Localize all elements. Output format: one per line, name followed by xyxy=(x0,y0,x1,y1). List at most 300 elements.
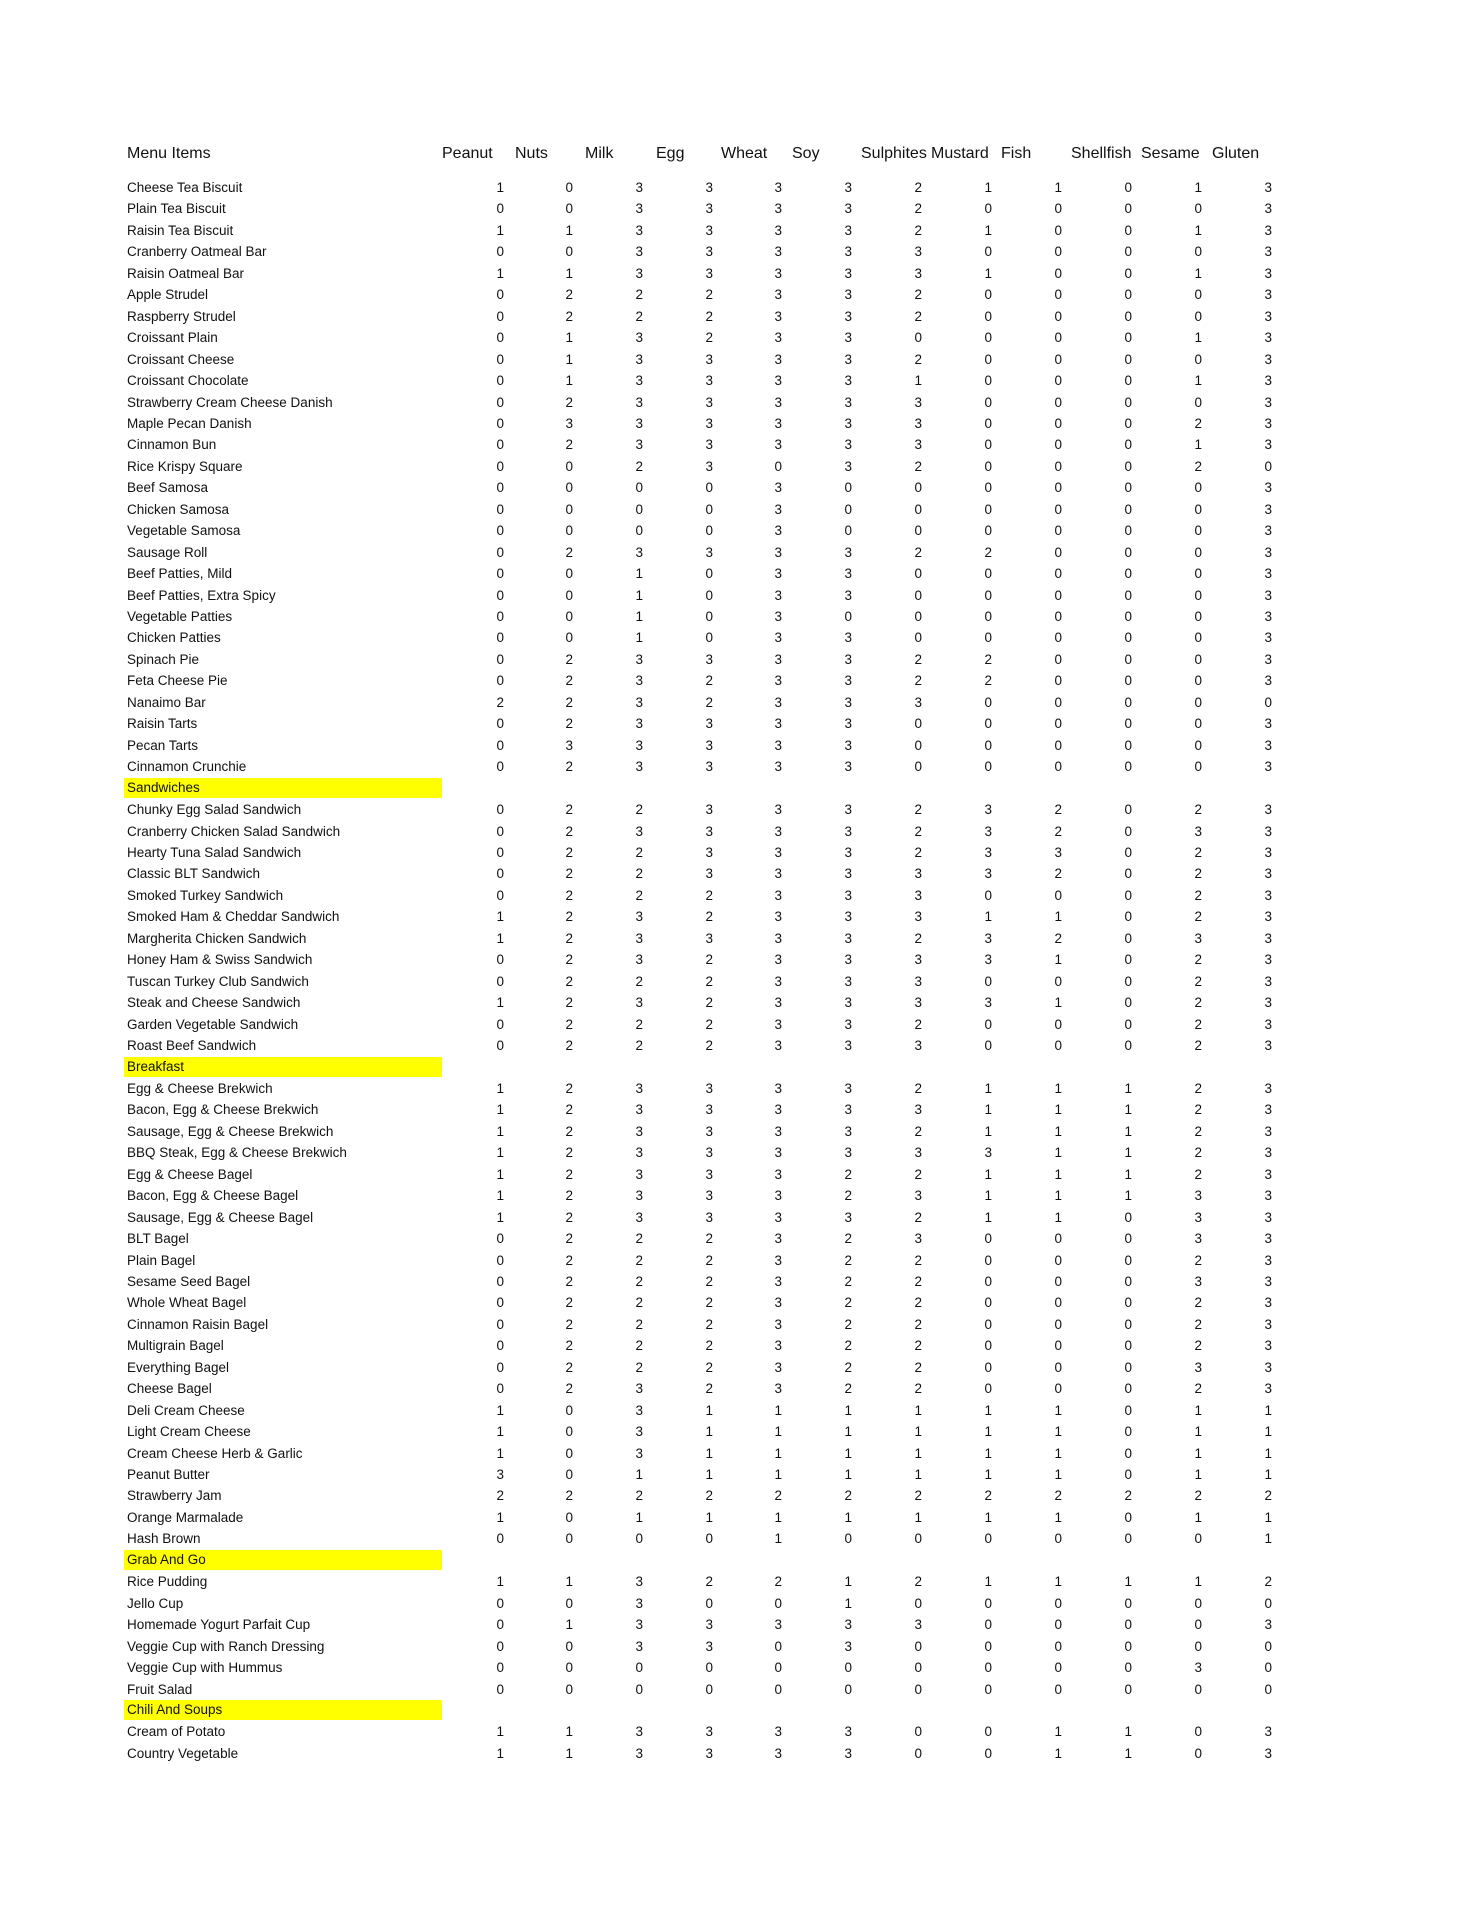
allergen-value: 0 xyxy=(1124,1038,1132,1053)
allergen-value: 1 xyxy=(1194,1424,1202,1440)
allergen-value: 1 xyxy=(1194,180,1202,195)
table-row xyxy=(0,1014,1484,1036)
allergen-value: 1 xyxy=(774,1445,782,1461)
allergen-value: 1 xyxy=(1054,180,1062,195)
allergen-value: 3 xyxy=(705,1188,713,1204)
allergen-value: 1 xyxy=(496,1509,504,1525)
allergen-value: 2 xyxy=(1194,1252,1202,1268)
allergen-value: 1 xyxy=(635,609,643,624)
table-row xyxy=(0,1528,1484,1550)
allergen-value: 0 xyxy=(844,609,852,624)
allergen-value: 3 xyxy=(774,587,782,603)
allergen-value: 1 xyxy=(496,1102,504,1118)
allergen-value: 0 xyxy=(1124,973,1132,989)
allergen-value: 2 xyxy=(565,394,573,410)
allergen-value: 3 xyxy=(635,201,643,217)
allergen-value: 3 xyxy=(1194,1660,1202,1676)
table-row xyxy=(0,971,1484,993)
allergen-value: 0 xyxy=(496,351,504,367)
allergen-value: 0 xyxy=(496,1338,504,1354)
allergen-value: 2 xyxy=(635,458,643,474)
menu-item-name: Cheese Bagel xyxy=(127,1381,212,1397)
allergen-value: 1 xyxy=(1054,995,1062,1011)
section-header xyxy=(124,778,442,798)
allergen-value: 2 xyxy=(565,1295,573,1311)
allergen-value: 0 xyxy=(984,1617,992,1633)
allergen-value: 0 xyxy=(635,1531,643,1547)
allergen-value: 3 xyxy=(1264,823,1272,839)
allergen-value: 0 xyxy=(496,1273,504,1289)
allergen-value: 2 xyxy=(844,1252,852,1268)
table-row xyxy=(0,1357,1484,1379)
allergen-value: 3 xyxy=(844,1016,852,1032)
allergen-value: 3 xyxy=(635,180,643,195)
allergen-value: 3 xyxy=(844,265,852,281)
allergen-value: 3 xyxy=(705,1638,713,1654)
allergen-value: 3 xyxy=(844,1209,852,1225)
allergen-value: 3 xyxy=(774,1209,782,1225)
allergen-value: 0 xyxy=(1194,609,1202,624)
allergen-value: 3 xyxy=(1264,437,1272,453)
column-header-menu-items: Menu Items xyxy=(127,145,211,162)
menu-item-name: Croissant Cheese xyxy=(127,351,235,367)
allergen-value: 3 xyxy=(635,759,643,775)
menu-item-name: BLT Bagel xyxy=(127,1231,189,1247)
allergen-value: 0 xyxy=(1194,1531,1202,1547)
allergen-value: 3 xyxy=(1264,1016,1272,1032)
allergen-value: 2 xyxy=(1194,1123,1202,1139)
table-row xyxy=(0,1207,1484,1229)
section-header xyxy=(124,1057,442,1077)
allergen-value: 1 xyxy=(565,265,573,281)
allergen-value: 0 xyxy=(1194,523,1202,539)
allergen-value: 3 xyxy=(635,952,643,968)
allergen-value: 3 xyxy=(635,544,643,560)
allergen-value: 1 xyxy=(1264,1402,1272,1418)
allergen-value: 1 xyxy=(1054,1188,1062,1204)
allergen-value: 0 xyxy=(1124,415,1132,431)
allergen-value: 3 xyxy=(844,544,852,560)
allergen-value: 0 xyxy=(1124,909,1132,925)
allergen-value: 1 xyxy=(635,1509,643,1525)
allergen-value: 1 xyxy=(1054,1145,1062,1161)
menu-item-name: Raspberry Strudel xyxy=(127,308,236,324)
allergen-value: 1 xyxy=(635,566,643,582)
allergen-value: 2 xyxy=(1054,802,1062,818)
allergen-value: 2 xyxy=(565,1338,573,1354)
allergen-value: 2 xyxy=(914,1574,922,1590)
allergen-value: 3 xyxy=(1264,287,1272,303)
allergen-value: 3 xyxy=(774,952,782,968)
allergen-value: 3 xyxy=(844,1617,852,1633)
allergen-value: 3 xyxy=(635,394,643,410)
allergen-value: 0 xyxy=(984,587,992,603)
allergen-value: 3 xyxy=(635,1209,643,1225)
section-header xyxy=(124,1700,442,1720)
allergen-value: 0 xyxy=(705,1595,713,1611)
allergen-value: 3 xyxy=(844,351,852,367)
allergen-value: 3 xyxy=(774,1038,782,1053)
allergen-value: 3 xyxy=(635,1595,643,1611)
allergen-value: 2 xyxy=(1194,1381,1202,1397)
allergen-value: 0 xyxy=(1124,394,1132,410)
table-row xyxy=(0,1228,1484,1250)
allergen-value: 3 xyxy=(774,415,782,431)
allergen-value: 0 xyxy=(1264,458,1272,474)
allergen-value: 0 xyxy=(635,480,643,496)
allergen-value: 3 xyxy=(844,759,852,775)
allergen-value: 0 xyxy=(984,1273,992,1289)
allergen-value: 0 xyxy=(1124,887,1132,903)
allergen-value: 2 xyxy=(565,544,573,560)
allergen-value: 2 xyxy=(914,651,922,667)
allergen-value: 0 xyxy=(914,1638,922,1654)
allergen-value: 2 xyxy=(565,651,573,667)
menu-item-name: Fruit Salad xyxy=(127,1681,193,1697)
allergen-value: 3 xyxy=(774,973,782,989)
allergen-value: 1 xyxy=(496,1574,504,1590)
allergen-value: 2 xyxy=(914,1080,922,1096)
allergen-value: 0 xyxy=(984,1381,992,1397)
allergen-value: 1 xyxy=(496,180,504,195)
allergen-value: 3 xyxy=(705,1145,713,1161)
allergen-value: 3 xyxy=(705,394,713,410)
allergen-value: 0 xyxy=(496,651,504,667)
allergen-value: 1 xyxy=(1264,1424,1272,1440)
allergen-value: 0 xyxy=(984,437,992,453)
allergen-value: 2 xyxy=(914,673,922,689)
allergen-value: 3 xyxy=(635,1724,643,1740)
table-row xyxy=(0,585,1484,607)
allergen-value: 1 xyxy=(774,1509,782,1525)
allergen-value: 3 xyxy=(774,566,782,582)
allergen-value: 0 xyxy=(496,1252,504,1268)
allergen-value: 0 xyxy=(1194,1638,1202,1654)
allergen-value: 2 xyxy=(914,180,922,195)
allergen-value: 1 xyxy=(565,351,573,367)
allergen-value: 0 xyxy=(1124,1617,1132,1633)
menu-item-name: Honey Ham & Swiss Sandwich xyxy=(127,952,313,968)
allergen-value: 3 xyxy=(844,1080,852,1096)
menu-item-name: Steak and Cheese Sandwich xyxy=(127,995,301,1011)
menu-item-name: Classic BLT Sandwich xyxy=(127,866,261,882)
allergen-value: 3 xyxy=(705,1724,713,1740)
table-row xyxy=(0,863,1484,885)
allergen-value: 1 xyxy=(914,1467,922,1482)
menu-item-name: Strawberry Jam xyxy=(127,1488,222,1504)
allergen-value: 2 xyxy=(1194,1488,1202,1504)
allergen-value: 2 xyxy=(1194,1316,1202,1332)
menu-item-name: Chicken Samosa xyxy=(127,501,230,517)
allergen-value: 3 xyxy=(774,995,782,1011)
allergen-value: 0 xyxy=(1124,437,1132,453)
allergen-value: 0 xyxy=(705,1681,713,1697)
allergen-value: 0 xyxy=(984,1295,992,1311)
allergen-value: 3 xyxy=(844,866,852,882)
allergen-value: 0 xyxy=(1054,1252,1062,1268)
allergen-value: 0 xyxy=(565,1531,573,1547)
allergen-value: 0 xyxy=(984,1316,992,1332)
allergen-value: 1 xyxy=(565,1574,573,1590)
allergen-value: 0 xyxy=(496,415,504,431)
allergen-value: 2 xyxy=(844,1273,852,1289)
allergen-value: 0 xyxy=(705,566,713,582)
allergen-value: 3 xyxy=(1264,1359,1272,1375)
allergen-value: 1 xyxy=(1194,437,1202,453)
allergen-value: 0 xyxy=(496,1531,504,1547)
allergen-value: 3 xyxy=(844,995,852,1011)
menu-item-name: Tuscan Turkey Club Sandwich xyxy=(127,973,309,989)
allergen-value: 1 xyxy=(496,1445,504,1461)
allergen-value: 0 xyxy=(1054,1231,1062,1247)
allergen-value: 3 xyxy=(774,887,782,903)
allergen-value: 3 xyxy=(1054,844,1062,860)
allergen-value: 0 xyxy=(1054,716,1062,732)
allergen-value: 0 xyxy=(984,973,992,989)
allergen-value: 1 xyxy=(844,1402,852,1418)
allergen-value: 3 xyxy=(635,673,643,689)
allergen-value: 0 xyxy=(705,501,713,517)
allergen-value: 2 xyxy=(705,287,713,303)
allergen-value: 0 xyxy=(1124,1509,1132,1525)
allergen-value: 1 xyxy=(1124,1145,1132,1161)
allergen-value: 3 xyxy=(914,909,922,925)
allergen-value: 3 xyxy=(635,222,643,238)
table-row xyxy=(0,756,1484,778)
table-row xyxy=(0,992,1484,1014)
allergen-value: 1 xyxy=(1054,1080,1062,1096)
allergen-value: 3 xyxy=(774,351,782,367)
allergen-value: 1 xyxy=(984,1574,992,1590)
allergen-value: 3 xyxy=(774,909,782,925)
menu-item-name: Strawberry Cream Cheese Danish xyxy=(127,394,333,410)
allergen-value: 3 xyxy=(635,1638,643,1654)
allergen-value: 0 xyxy=(496,544,504,560)
allergen-value: 2 xyxy=(914,823,922,839)
allergen-value: 0 xyxy=(1054,222,1062,238)
allergen-value: 1 xyxy=(496,1424,504,1440)
allergen-value: 0 xyxy=(1194,1595,1202,1611)
allergen-value: 0 xyxy=(496,244,504,260)
allergen-value: 0 xyxy=(1124,609,1132,624)
allergen-value: 2 xyxy=(914,1016,922,1032)
allergen-value: 0 xyxy=(1054,458,1062,474)
table-row xyxy=(0,906,1484,928)
allergen-value: 0 xyxy=(1194,1617,1202,1633)
allergen-value: 3 xyxy=(914,437,922,453)
allergen-value: 2 xyxy=(705,1359,713,1375)
allergen-value: 3 xyxy=(774,265,782,281)
allergen-value: 3 xyxy=(1264,1038,1272,1053)
menu-item-name: Cranberry Oatmeal Bar xyxy=(127,244,267,260)
allergen-value: 3 xyxy=(844,1038,852,1053)
allergen-value: 3 xyxy=(1264,265,1272,281)
allergen-value: 0 xyxy=(984,1252,992,1268)
allergen-value: 1 xyxy=(496,1188,504,1204)
allergen-value: 2 xyxy=(914,544,922,560)
menu-item-name: Feta Cheese Pie xyxy=(127,673,228,689)
allergen-value: 3 xyxy=(1264,1252,1272,1268)
allergen-value: 1 xyxy=(984,1166,992,1182)
table-row xyxy=(0,1400,1484,1422)
allergen-value: 3 xyxy=(1264,544,1272,560)
allergen-value: 3 xyxy=(984,1145,992,1161)
allergen-value: 3 xyxy=(774,651,782,667)
allergen-value: 1 xyxy=(496,222,504,238)
allergen-value: 0 xyxy=(1124,995,1132,1011)
allergen-value: 0 xyxy=(1054,1316,1062,1332)
allergen-value: 2 xyxy=(844,1381,852,1397)
allergen-value: 3 xyxy=(914,1102,922,1118)
allergen-value: 2 xyxy=(565,694,573,710)
menu-item-name: Plain Tea Biscuit xyxy=(127,201,226,217)
allergen-value: 0 xyxy=(1124,544,1132,560)
allergen-value: 0 xyxy=(914,759,922,775)
menu-item-name: Raisin Oatmeal Bar xyxy=(127,265,245,281)
allergen-value: 1 xyxy=(496,1080,504,1096)
allergen-value: 3 xyxy=(774,1295,782,1311)
allergen-value: 2 xyxy=(984,651,992,667)
allergen-value: 0 xyxy=(984,458,992,474)
allergen-value: 0 xyxy=(1054,1295,1062,1311)
allergen-value: 0 xyxy=(496,287,504,303)
allergen-value: 3 xyxy=(705,222,713,238)
allergen-value: 0 xyxy=(496,394,504,410)
allergen-value: 2 xyxy=(914,802,922,818)
allergen-value: 0 xyxy=(1124,716,1132,732)
menu-item-name: Bacon, Egg & Cheese Bagel xyxy=(127,1188,299,1204)
allergen-value: 0 xyxy=(496,1038,504,1053)
table-row xyxy=(0,670,1484,692)
allergen-value: 3 xyxy=(705,437,713,453)
allergen-value: 3 xyxy=(774,1166,782,1182)
allergen-value: 2 xyxy=(844,1488,852,1504)
allergen-value: 0 xyxy=(635,1681,643,1697)
allergen-value: 0 xyxy=(496,1381,504,1397)
allergen-value: 1 xyxy=(1264,1445,1272,1461)
allergen-value: 0 xyxy=(984,330,992,346)
allergen-value: 2 xyxy=(565,802,573,818)
allergen-value: 3 xyxy=(635,351,643,367)
allergen-value: 3 xyxy=(844,1145,852,1161)
allergen-value: 0 xyxy=(496,973,504,989)
allergen-value: 1 xyxy=(1194,1445,1202,1461)
allergen-value: 0 xyxy=(914,1681,922,1697)
allergen-value: 0 xyxy=(1054,1681,1062,1697)
allergen-value: 3 xyxy=(914,973,922,989)
table-row xyxy=(0,842,1484,864)
column-header-fish: Fish xyxy=(1001,145,1032,162)
table-row xyxy=(0,520,1484,542)
allergen-value: 3 xyxy=(705,759,713,775)
allergen-value: 0 xyxy=(705,1531,713,1547)
allergen-value: 1 xyxy=(984,1123,992,1139)
allergen-value: 2 xyxy=(635,308,643,324)
allergen-value: 2 xyxy=(565,1145,573,1161)
allergen-value: 0 xyxy=(1194,1724,1202,1740)
allergen-value: 3 xyxy=(984,995,992,1011)
allergen-value: 3 xyxy=(844,415,852,431)
allergen-value: 0 xyxy=(774,458,782,474)
allergen-value: 0 xyxy=(1054,1638,1062,1654)
allergen-value: 3 xyxy=(635,737,643,753)
allergen-value: 3 xyxy=(844,909,852,925)
allergen-value: 1 xyxy=(705,1445,713,1461)
allergen-value: 3 xyxy=(705,844,713,860)
table-row xyxy=(0,1078,1484,1100)
allergen-value: 0 xyxy=(496,480,504,496)
allergen-value: 3 xyxy=(774,287,782,303)
table-row xyxy=(0,1485,1484,1507)
allergen-value: 0 xyxy=(914,1660,922,1676)
allergen-value: 3 xyxy=(1264,373,1272,389)
allergen-value: 2 xyxy=(914,201,922,217)
allergen-value: 0 xyxy=(984,523,992,539)
allergen-value: 2 xyxy=(565,1123,573,1139)
allergen-value: 2 xyxy=(496,1488,504,1504)
allergen-value: 3 xyxy=(914,1038,922,1053)
allergen-value: 0 xyxy=(1194,501,1202,517)
menu-item-name: Everything Bagel xyxy=(127,1359,230,1375)
table-row xyxy=(0,1035,1484,1057)
allergen-value: 3 xyxy=(1264,802,1272,818)
allergen-value: 2 xyxy=(565,673,573,689)
table-row xyxy=(0,1421,1484,1443)
allergen-value: 0 xyxy=(496,1617,504,1633)
allergen-value: 2 xyxy=(1264,1574,1272,1590)
allergen-value: 3 xyxy=(774,930,782,946)
allergen-value: 1 xyxy=(496,930,504,946)
allergen-value: 0 xyxy=(1124,1638,1132,1654)
allergen-value: 0 xyxy=(705,609,713,624)
allergen-value: 0 xyxy=(1124,1681,1132,1697)
allergen-value: 0 xyxy=(1054,308,1062,324)
allergen-value: 3 xyxy=(635,415,643,431)
allergen-value: 0 xyxy=(1054,287,1062,303)
menu-item-name: Cream Cheese Herb & Garlic xyxy=(127,1445,303,1461)
allergen-value: 3 xyxy=(1264,887,1272,903)
table-row xyxy=(0,627,1484,649)
column-header-wheat: Wheat xyxy=(721,145,768,162)
allergen-value: 2 xyxy=(565,866,573,882)
allergen-value: 1 xyxy=(774,1467,782,1482)
allergen-value: 3 xyxy=(1264,1145,1272,1161)
allergen-value: 3 xyxy=(1264,759,1272,775)
allergen-value: 1 xyxy=(565,222,573,238)
allergen-value: 0 xyxy=(1194,1681,1202,1697)
allergen-value: 2 xyxy=(914,1123,922,1139)
menu-item-name: Country Vegetable xyxy=(127,1745,239,1761)
allergen-value: 0 xyxy=(984,351,992,367)
allergen-value: 0 xyxy=(1124,952,1132,968)
allergen-value: 0 xyxy=(1054,694,1062,710)
allergen-value: 3 xyxy=(1194,1359,1202,1375)
column-header-mustard: Mustard xyxy=(931,145,989,162)
allergen-value: 2 xyxy=(914,1338,922,1354)
allergen-value: 0 xyxy=(565,480,573,496)
allergen-value: 3 xyxy=(844,566,852,582)
table-row xyxy=(0,821,1484,843)
allergen-value: 0 xyxy=(1194,759,1202,775)
allergen-value: 2 xyxy=(635,1273,643,1289)
allergen-value: 2 xyxy=(774,1488,782,1504)
allergen-value: 0 xyxy=(1124,587,1132,603)
allergen-value: 3 xyxy=(914,866,922,882)
allergen-value: 0 xyxy=(1054,437,1062,453)
allergen-value: 2 xyxy=(774,1574,782,1590)
allergen-value: 1 xyxy=(984,1188,992,1204)
menu-item-name: Croissant Plain xyxy=(127,330,218,346)
